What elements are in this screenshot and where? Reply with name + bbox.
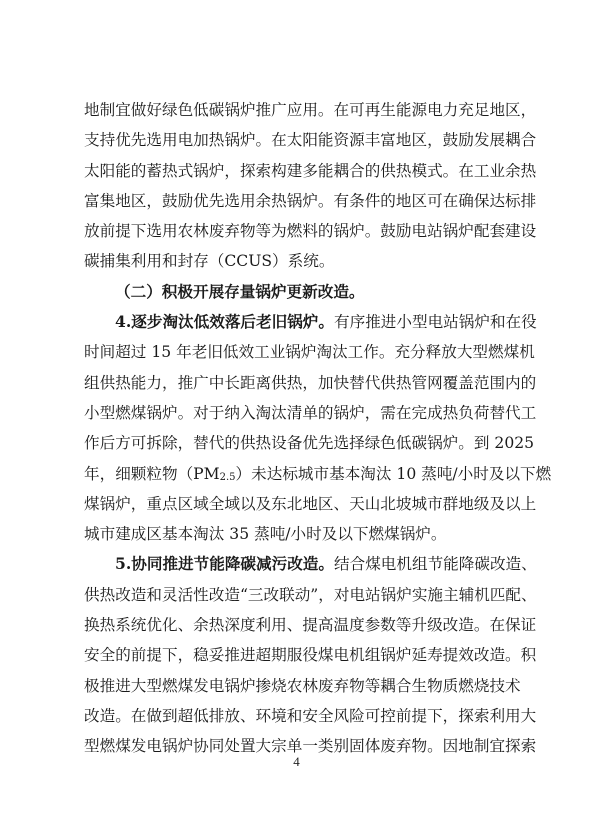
paragraph-2: [84, 307, 552, 549]
text-line: [84, 307, 537, 337]
text-line: 小型燃煤锅炉。对于纳入淘汰清单的锅炉，需在完成热负荷替代工: [84, 403, 537, 422]
text-line: 安全的前提下，稳妥推进超期服役煤电机组锅炉延寿提效改造。积: [84, 646, 537, 665]
text-line: 供热改造和灵活性改造“三改联动”，对电站锅炉实施主辅机匹配、: [84, 585, 537, 604]
text-line: 地制宜做好绿色低碳锅炉推广应用。在可再生能源电力充足地区，: [84, 101, 537, 119]
text-line: 放前提下选用农林废弃物等为燃料的锅炉。鼓励电站锅炉配套建设: [84, 222, 537, 241]
text-line: 碳捕集利用和封存（CCUS）系统。: [84, 252, 335, 271]
text-line: 支持优先选用电加热锅炉。在太阳能资源丰富地区，鼓励发展耦合: [84, 131, 537, 150]
text-line: [84, 549, 537, 579]
text-line: 极推进大型燃煤发电锅炉掺烧农林废弃物等耦合生物质燃烧技术: [84, 676, 521, 695]
text-line: 组供热能力，推广中长距离供热，加快替代供热管网覆盖范围内的: [84, 373, 537, 392]
text-line: 时间超过 15 年老旧低效工业锅炉淘汰工作。充分释放大型燃煤机: [84, 343, 535, 362]
document-body: [84, 95, 552, 762]
text-line: [84, 459, 552, 489]
text-span: 有序推进小型电站锅炉和在役: [334, 313, 537, 332]
paragraph-1: [84, 95, 537, 277]
pm-subscript: 2.5: [219, 471, 236, 483]
section-heading: （二）积极开展存量锅炉更新改造。: [115, 281, 365, 301]
text-line: 富集地区，鼓励优先选用余热锅炉。有条件的地区可在确保达标排: [84, 191, 537, 210]
item-heading: 5.协同推进节能降碳减污改造。: [115, 554, 334, 574]
text-line: 换热系统优化、余热深度利用、提高温度参数等升级改造。在保证: [84, 616, 537, 635]
text-line: 改造。在做到超低排放、环境和安全风险可控前提下，探索利用大: [84, 706, 537, 725]
text-line: 太阳能的蓄热式锅炉，探索构建多能耦合的供热模式。在工业余热: [84, 161, 537, 180]
text-line: 型燃煤发电锅炉协同处置大宗单一类别固体废弃物。因地制宜探索: [84, 737, 537, 756]
paragraph-3: [84, 549, 537, 761]
text-line: 煤锅炉，重点区域全域以及东北地区、天山北坡城市群地级及以上: [84, 494, 537, 513]
text-line: 作后方可拆除，替代的供热设备优先选择绿色低碳锅炉。到 2025: [84, 434, 535, 453]
text-line: 城市建成区基本淘汰 35 蒸吨/小时及以下燃煤锅炉。: [84, 525, 447, 544]
item-heading: 4.逐步淘汰低效落后老旧锅炉。: [115, 312, 334, 332]
text-span: ）未达标城市基本淘汰 10 蒸吨/小时及以下燃: [235, 464, 552, 483]
page-number: 4: [293, 754, 300, 769]
text-span: 结合煤电机组节能降碳改造、: [334, 555, 537, 574]
text-span: 年，细颗粒物（PM: [84, 464, 220, 483]
